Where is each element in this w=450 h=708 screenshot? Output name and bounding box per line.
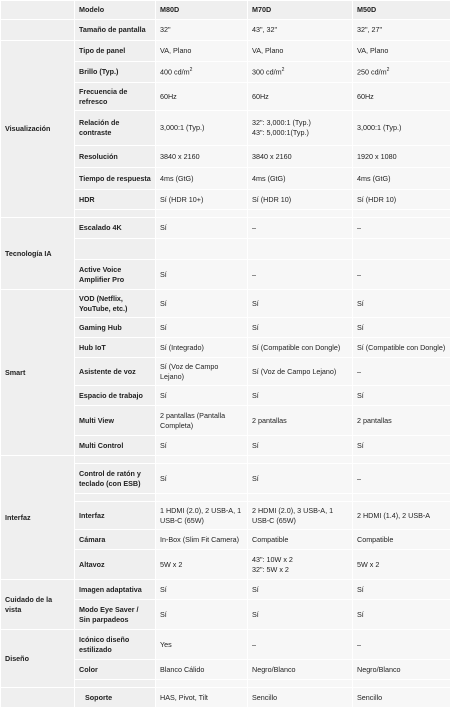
row-label: Espacio de trabajo: [75, 386, 156, 406]
row-label: Hub IoT: [75, 338, 156, 358]
header-m80d: M80D: [156, 1, 248, 20]
row-label: Relación de contraste: [75, 111, 156, 146]
row-label: Interfaz: [75, 502, 156, 530]
table-row: [1, 20, 450, 41]
cell-m70d: Sí: [248, 318, 353, 338]
cell-m80d: 1 HDMI (2.0), 2 USB-A, 1 USB-C (65W): [156, 502, 248, 530]
table-row: [1, 580, 450, 600]
cell-m50d: –: [353, 630, 450, 660]
row-label: Icónico diseño estilizado: [75, 630, 156, 660]
cell-m70d: Sí: [248, 600, 353, 630]
cell-m70d: 3840 x 2160: [248, 146, 353, 168]
cell-m50d: 32", 27": [353, 20, 450, 41]
cell-m50d: –: [353, 218, 450, 239]
cell-m80d: 3840 x 2160: [156, 146, 248, 168]
cell-m80d: Sí (HDR 10+): [156, 190, 248, 210]
cell-m80d: Sí: [156, 436, 248, 456]
row-label: Frecuencia de refresco: [75, 83, 156, 111]
row-label: Control de ratón y teclado (con ESB): [75, 464, 156, 494]
row-label: Tipo de panel: [75, 41, 156, 62]
row-label: Tiempo de respuesta: [75, 168, 156, 190]
cell-m80d: VA, Plano: [156, 41, 248, 62]
cell-m70d: 300 $cd/m^2$: [248, 62, 353, 83]
cell-m80d: Sí: [156, 580, 248, 600]
row-label: Soporte: [75, 688, 156, 708]
row-label: Cámara: [75, 530, 156, 550]
table-row: [1, 630, 450, 660]
cell-m70d: Sí (HDR 10): [248, 190, 353, 210]
row-label: Altavoz: [75, 550, 156, 580]
cell-m70d: –: [248, 630, 353, 660]
cell-m50d: Sí: [353, 600, 450, 630]
row-label: HDR: [75, 190, 156, 210]
row-label: Escalado 4K: [75, 218, 156, 239]
category-tecnologia-ia: Tecnología IA: [1, 218, 75, 290]
cell-m80d: 400 $cd/m^2$: [156, 62, 248, 83]
cell-m70d: 4ms (GtG): [248, 168, 353, 190]
category-smart: Smart: [1, 290, 75, 456]
cell-m50d: –: [353, 464, 450, 494]
cell-m80d: Sí (Voz de Campo Lejano): [156, 358, 248, 386]
cell-m70d: Sí: [248, 386, 353, 406]
cell-m50d: Sí (HDR 10): [353, 190, 450, 210]
cell-m80d: Sí: [156, 600, 248, 630]
cell-m80d: Sí: [156, 318, 248, 338]
table-row-spacer: [1, 456, 450, 464]
cell-m70d: Sí (Voz de Campo Lejano): [248, 358, 353, 386]
cell-m70d: 43", 32": [248, 20, 353, 41]
cell-m70d: 32": 3,000:1 (Typ.) 43": 5,000:1(Typ.): [248, 111, 353, 146]
cell-m50d: Sí: [353, 386, 450, 406]
row-label: Multi View: [75, 406, 156, 436]
cell-m50d: Sí: [353, 290, 450, 318]
header-modelo: Modelo: [75, 1, 156, 20]
cell-m50d: 1920 x 1080: [353, 146, 450, 168]
cell-m70d: VA, Plano: [248, 41, 353, 62]
table-row: [1, 41, 450, 62]
header-empty: [1, 1, 75, 20]
row-label: Resolución: [75, 146, 156, 168]
cell-m50d: VA, Plano: [353, 41, 450, 62]
row-label: Imagen adaptativa: [75, 580, 156, 600]
cell-m80d: 2 pantallas (Pantalla Completa): [156, 406, 248, 436]
cell-m80d: 5W x 2: [156, 550, 248, 580]
cell-m70d: –: [248, 260, 353, 290]
cell-m80d: Sí: [156, 464, 248, 494]
cell-m70d: Sí: [248, 436, 353, 456]
cell-m50d: 250 $cd/m^2$: [353, 62, 450, 83]
category-interfaz: Interfaz: [1, 456, 75, 580]
cell-m80d: 4ms (GtG): [156, 168, 248, 190]
row-label: Gaming Hub: [75, 318, 156, 338]
cell-m50d: Sí: [353, 580, 450, 600]
cell-m50d: Sí: [353, 436, 450, 456]
row-label: Multi Control: [75, 436, 156, 456]
row-label: Brillo (Typ.): [75, 62, 156, 83]
cell-m50d: Sí (Compatible con Dongle): [353, 338, 450, 358]
cell-m80d: 60Hz: [156, 83, 248, 111]
category-visualizacion: Visualización: [1, 41, 75, 218]
table-row: [1, 290, 450, 318]
table-row: [1, 688, 450, 708]
row-label: Modo Eye Saver / Sin parpadeos: [75, 600, 156, 630]
row-label: Tamaño de pantalla: [75, 20, 156, 41]
row-label: Color: [75, 660, 156, 680]
cell-m70d: 43": 10W x 2 32": 5W x 2: [248, 550, 353, 580]
cell-m50d: Negro/Blanco: [353, 660, 450, 680]
category-cuidado-vista: Cuidado de la vista: [1, 580, 75, 630]
cell-m70d: 2 pantallas: [248, 406, 353, 436]
cell-m80d: In-Box (Slim Fit Camera): [156, 530, 248, 550]
row-label: Active Voice Amplifier Pro: [75, 260, 156, 290]
cell-m50d: 2 pantallas: [353, 406, 450, 436]
cell-m80d: Sí (Integrado): [156, 338, 248, 358]
cell-m80d: HAS, Pivot, Tilt: [156, 688, 248, 708]
cell-m80d: Sí: [156, 386, 248, 406]
header-m50d: M50D: [353, 1, 450, 20]
header-m70d: M70D: [248, 1, 353, 20]
cell-m70d: Sencillo: [248, 688, 353, 708]
cell-m50d: 3,000:1 (Typ.): [353, 111, 450, 146]
cell-m50d: –: [353, 358, 450, 386]
cell-m50d: 5W x 2: [353, 550, 450, 580]
cell-m70d: –: [248, 218, 353, 239]
cell-m80d: Sí: [156, 218, 248, 239]
cell-m50d: Sí: [353, 318, 450, 338]
cell-m80d: 3,000:1 (Typ.): [156, 111, 248, 146]
cell-m80d: Blanco Cálido: [156, 660, 248, 680]
cell-m80d: Sí: [156, 260, 248, 290]
cell-m80d: 32": [156, 20, 248, 41]
cell-m70d: 2 HDMI (2.0), 3 USB-A, 1 USB-C (65W): [248, 502, 353, 530]
cell-m70d: Sí (Compatible con Dongle): [248, 338, 353, 358]
cell-m50d: 60Hz: [353, 83, 450, 111]
cell-m50d: 4ms (GtG): [353, 168, 450, 190]
category-diseno: Diseño: [1, 630, 75, 688]
cell-m50d: Sencillo: [353, 688, 450, 708]
row-label: Asistente de voz: [75, 358, 156, 386]
table-header-row: [1, 1, 450, 20]
row-label: VOD (Netflix, YouTube, etc.): [75, 290, 156, 318]
cell-m70d: Compatible: [248, 530, 353, 550]
cell-m50d: Compatible: [353, 530, 450, 550]
cell-m70d: Sí: [248, 290, 353, 318]
cell-m70d: Negro/Blanco: [248, 660, 353, 680]
cell-m70d: Sí: [248, 580, 353, 600]
cell-m50d: 2 HDMI (1.4), 2 USB-A: [353, 502, 450, 530]
cell-m70d: 60Hz: [248, 83, 353, 111]
table-row: [1, 218, 450, 239]
cell-m70d: Sí: [248, 464, 353, 494]
cell-m80d: Yes: [156, 630, 248, 660]
cell-m50d: –: [353, 260, 450, 290]
cell-m80d: Sí: [156, 290, 248, 318]
